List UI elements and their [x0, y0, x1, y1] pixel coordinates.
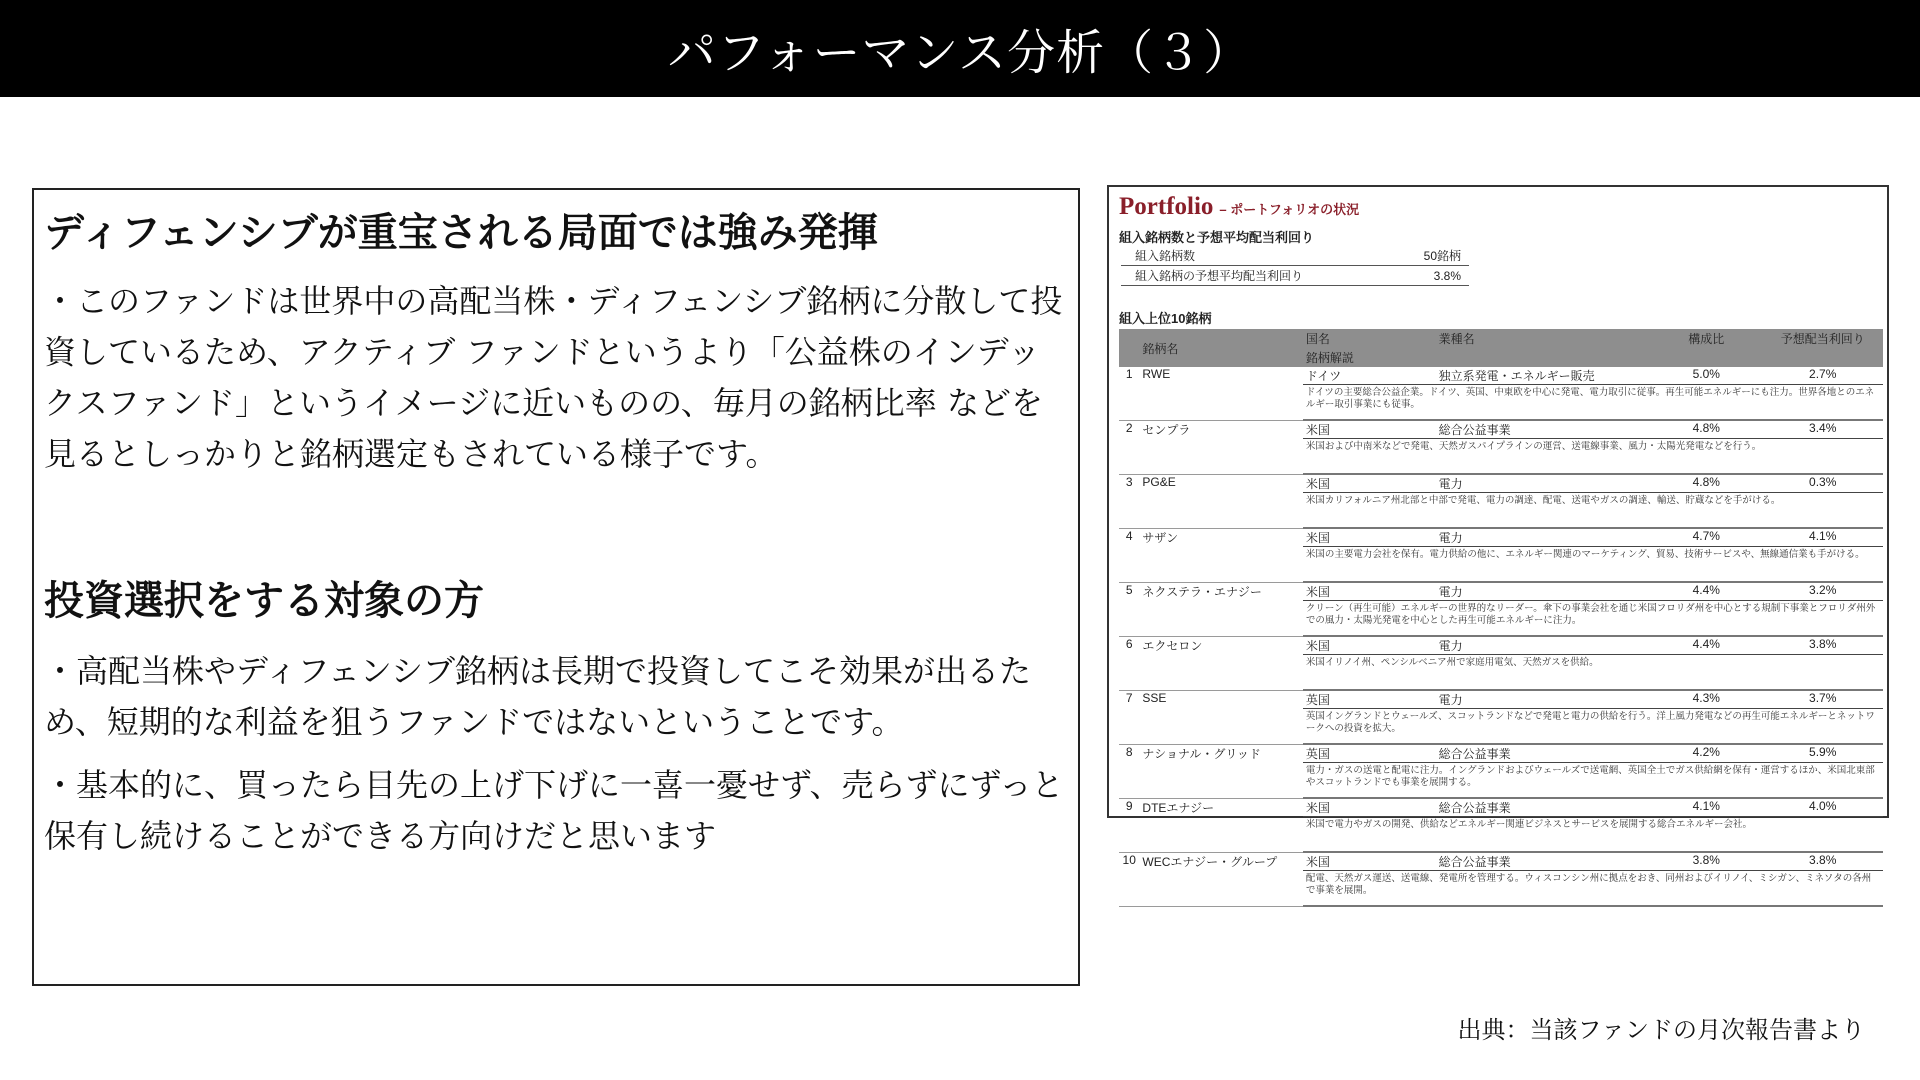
holding-name: RWE: [1139, 367, 1302, 420]
holding-yield: 5.9%: [1762, 744, 1883, 763]
table-row: [1119, 528, 1883, 547]
table-row: [1119, 744, 1883, 763]
holding-industry: 総合公益事業: [1436, 420, 1650, 439]
holding-description: 配電、天然ガス運送、送電線、発電所を管理する。ウィスコンシン州に拠点をおき、同州およびイリノイ、ミシガン、ミネソタの各州で事業を展開。: [1303, 871, 1883, 907]
holding-country: 米国: [1303, 474, 1436, 493]
holding-name: DTEエナジー: [1139, 798, 1302, 852]
holding-name: WECエナジー・グループ: [1139, 852, 1302, 906]
holding-name: ナショナル・グリッド: [1139, 744, 1302, 798]
holding-yield: 0.3%: [1762, 474, 1883, 493]
holding-rank: 4: [1119, 528, 1139, 582]
holding-description: 米国イリノイ州、ペンシルベニア州で家庭用電気、天然ガスを供給。: [1303, 655, 1883, 691]
table-row: [1119, 582, 1883, 601]
holding-weight: 4.3%: [1650, 690, 1762, 709]
holding-yield: 2.7%: [1762, 367, 1883, 385]
holding-description: 英国イングランドとウェールズ、スコットランドなどで発電と電力の供給を行う。洋上風力発電などの再生可能エネルギーとネットワークへの投資を拡大。: [1303, 709, 1883, 745]
holding-rank: 8: [1119, 744, 1139, 798]
holding-description: 電力・ガスの送電と配電に注力。イングランドおよびウェールズで送電網、英国全土でガス供給網を保有・運営するほか、米国北東部やスコットランドでも事業を展開する。: [1303, 763, 1883, 799]
holding-description: 米国で電力やガスの開発、供給などエネルギー関連ビジネスとサービスを展開する総合エネルギー会社。: [1303, 817, 1883, 853]
holding-weight: 4.8%: [1650, 474, 1762, 493]
holding-country: 米国: [1303, 528, 1436, 547]
holding-country: 米国: [1303, 582, 1436, 601]
holding-weight: 3.8%: [1650, 852, 1762, 871]
table-row: [1119, 474, 1883, 493]
section1-body: ・このファンドは世界中の高配当株・ディフェンシブ銘柄に分散して投資しているため、アクティブ ファンドというより「公益株のインデックスファンド」というイメージに近いものの、毎月の銘柄比率 などを見るとしっかりと銘柄選定もされている様子です。: [44, 282, 1063, 473]
holding-weight: 4.7%: [1650, 528, 1762, 547]
holding-country: 英国: [1303, 744, 1436, 763]
holding-rank: 9: [1119, 798, 1139, 852]
holding-rank: 1: [1119, 367, 1139, 420]
section2-bullet-1: ・高配当株やディフェンシブ銘柄は長期で投資してこそ効果が出るため、短期的な利益を狙うファンドではないということです。: [44, 652, 1032, 741]
table-row: [1119, 690, 1883, 709]
holding-name: エクセロン: [1139, 636, 1302, 690]
holding-country: 米国: [1303, 420, 1436, 439]
portfolio-header: [1119, 193, 1879, 223]
top10-body: [1119, 367, 1883, 906]
holding-country: ドイツ: [1303, 367, 1436, 385]
holding-industry: 独立系発電・エネルギー販売: [1436, 367, 1650, 385]
summary-label: 組入銘柄の予想平均配当利回り: [1121, 266, 1399, 286]
holding-industry: 電力: [1436, 474, 1650, 493]
top10-title: 組入上位10銘柄: [1119, 311, 1212, 326]
holding-description: 米国および中南米などで発電、天然ガスパイプラインの運営、送電線事業、風力・太陽光発電などを行う。: [1303, 439, 1883, 475]
table-row: [1119, 420, 1883, 439]
holding-description: ドイツの主要総合公益企業。ドイツ、英国、中東欧を中心に発電、電力取引に従事。再生可能エネルギーにも注力。世界各地とのエネルギー取引事業にも従事。: [1303, 385, 1883, 421]
table-row: [1119, 852, 1883, 871]
title-bar: [0, 0, 1920, 97]
holding-industry: 総合公益事業: [1436, 852, 1650, 871]
holding-description: クリーン（再生可能）エネルギーの世界的なリーダー。傘下の事業会社を通じ米国フロリダ州を中心とする規制下事業とフロリダ州外での風力・太陽光発電を中心とした再生可能エネルギーに注力。: [1303, 601, 1883, 637]
table-row: [1119, 636, 1883, 655]
holding-industry: 電力: [1436, 636, 1650, 655]
holding-weight: 4.8%: [1650, 420, 1762, 439]
portfolio-title: Portfolio: [1119, 193, 1214, 220]
holding-name: センプラ: [1139, 420, 1302, 474]
summary-title: 組入銘柄数と予想平均配当利回り: [1119, 230, 1315, 245]
holding-yield: 3.7%: [1762, 690, 1883, 709]
summary-row: [1121, 266, 1469, 286]
holding-yield: 3.4%: [1762, 420, 1883, 439]
holding-rank: 7: [1119, 690, 1139, 744]
header-weight: 構成比: [1650, 329, 1762, 348]
holding-name: SSE: [1139, 690, 1302, 744]
holding-industry: 電力: [1436, 528, 1650, 547]
holding-yield: 4.1%: [1762, 528, 1883, 547]
header-yield: 予想配当利回り: [1762, 329, 1883, 348]
holding-rank: 10: [1119, 852, 1139, 906]
holding-description: 米国の主要電力会社を保有。電力供給の他に、エネルギー関連のマーケティング、貿易、技術サービスや、無線通信業も手がける。: [1303, 547, 1883, 583]
holding-yield: 3.8%: [1762, 636, 1883, 655]
summary-value: 3.8%: [1399, 266, 1469, 286]
portfolio-image: [1107, 185, 1889, 896]
section1-title: ディフェンシブが重宝される局面では強み発揮: [44, 210, 878, 256]
table-row: [1119, 798, 1883, 817]
summary-row: [1121, 246, 1469, 266]
holding-industry: 電力: [1436, 582, 1650, 601]
holding-rank: 2: [1119, 420, 1139, 474]
holding-weight: 4.4%: [1650, 636, 1762, 655]
summary-value: 50銘柄: [1399, 246, 1469, 266]
header-country: 国名: [1303, 329, 1436, 348]
holding-weight: 4.1%: [1650, 798, 1762, 817]
holding-industry: 総合公益事業: [1436, 798, 1650, 817]
holding-industry: 総合公益事業: [1436, 744, 1650, 763]
summary-table: [1121, 246, 1469, 286]
holding-country: 米国: [1303, 852, 1436, 871]
section2-title: 投資選択をする対象の方: [44, 578, 484, 624]
source-note: 出典：当該ファンドの月次報告書より: [1457, 1016, 1865, 1044]
commentary-box: [32, 188, 1080, 986]
table-row: [1119, 367, 1883, 385]
header-description: 銘柄解説: [1303, 348, 1883, 367]
holding-rank: 6: [1119, 636, 1139, 690]
holding-yield: 4.0%: [1762, 798, 1883, 817]
portfolio-subtitle: – ポートフォリオの状況: [1219, 202, 1360, 217]
holding-name: サザン: [1139, 528, 1302, 582]
holding-weight: 5.0%: [1650, 367, 1762, 385]
summary-label: 組入銘柄数: [1121, 246, 1399, 266]
holding-description: 米国カリフォルニア州北部と中部で発電、電力の調達、配電、送電やガスの調達、輸送、貯蔵などを手がける。: [1303, 493, 1883, 529]
top10-table: [1119, 329, 1883, 907]
holding-country: 米国: [1303, 798, 1436, 817]
holding-weight: 4.2%: [1650, 744, 1762, 763]
header-industry: 業種名: [1436, 329, 1650, 348]
holding-weight: 4.4%: [1650, 582, 1762, 601]
holding-country: 米国: [1303, 636, 1436, 655]
holding-yield: 3.8%: [1762, 852, 1883, 871]
holding-rank: 5: [1119, 582, 1139, 636]
holding-name: ネクステラ・エナジー: [1139, 582, 1302, 636]
holding-rank: 3: [1119, 474, 1139, 528]
holding-industry: 電力: [1436, 690, 1650, 709]
holding-country: 英国: [1303, 690, 1436, 709]
page-title: パフォーマンス分析（３）: [667, 25, 1253, 81]
holding-yield: 3.2%: [1762, 582, 1883, 601]
section2-bullet-2: ・基本的に、買ったら目先の上げ下げに一喜一憂せず、売らずにずっと保有し続けることができる方向けだと思います: [44, 766, 1064, 855]
holding-name: PG&E: [1139, 474, 1302, 528]
header-name: 銘柄名: [1139, 329, 1302, 367]
